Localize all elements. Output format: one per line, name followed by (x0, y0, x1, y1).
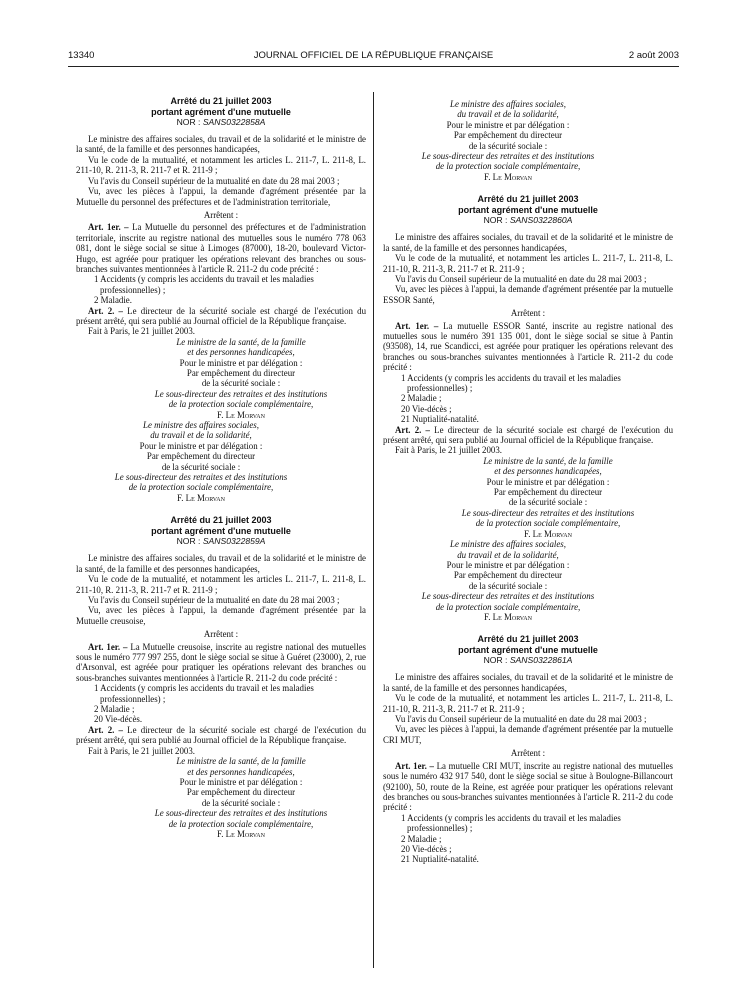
signature-block-sociales: Le ministre des affaires sociales, du travail et de la solidarité, Pour le ministre et par délégation : Par empêchement du directeur de la sécurité sociale : Le sous-directeur des retraites et des institutions de la protection sociale complémentaire, F. Le Morvan (421, 539, 595, 622)
visa: Vu l'avis du Conseil supérieur de la mutualité en date du 28 mai 2003 ; (88, 175, 340, 186)
arrete-subtitle: portant agrément d'une mutuelle (151, 106, 291, 117)
visa: Vu le code de la mutualité, et notamment les articles L. 211-7, L. 211-8, L. 211-10, R. 211-3, R. 211-7 et R. 211-9 ; (76, 574, 366, 595)
header-rule (68, 66, 679, 67)
preamble: Le ministre des affaires sociales, du travail et de la solidarité et le ministre de la santé, de la famille et des personnes handicapées, (383, 672, 673, 693)
arrete-title: Arrêté du 21 juillet 2003 (477, 194, 579, 205)
visa: Vu, avec les pièces à l'appui, la demande d'agrément présentée par la Mutuelle du personnel des préfectures et de l'administration territoriale, (76, 186, 366, 207)
arretent-label: Arrêtent : (203, 629, 239, 640)
article-1: Art. 1er. – La mutuelle ESSOR Santé, inscrite au registre national des mutuelles sous le numéro 391 135 001, dont le siège social se situe à Pantin (93508), 14, rue Scandicci, est agréée pour pratiquer les opérations relevant des branches ou sous-branches suivantes mentionnées à l'article R. 211-2 du code précité : (383, 320, 673, 373)
branch-item: 1 Accidents (y compris les accidents du travail et les maladies professionnelles) ; (401, 372, 621, 394)
preamble: Le ministre des affaires sociales, du travail et de la solidarité et le ministre de la santé, de la famille et des personnes handicapées, (76, 553, 366, 574)
branch-item: 2 Maladie. (94, 295, 132, 306)
branch-item: 21 Nuptialité-natalité. (401, 414, 479, 425)
branch-item: 2 Maladie ; (401, 833, 442, 844)
arrete-title: Arrêté du 21 juillet 2003 (170, 96, 272, 106)
page-number: 13340 (68, 50, 95, 61)
branch-item: 20 Vie-décès. (94, 714, 143, 725)
signature-block-sante: Le ministre de la santé, de la famille et des personnes handicapées, Pour le ministre et par délégation : Par empêchement du directeur de la sécurité sociale : Le sous-directeur des retraites et des institutions de la protection sociale complémentaire, F. Le Morvan (154, 756, 328, 839)
arrete-subtitle: portant agrément d'une mutuelle (151, 525, 291, 536)
article-1: Art. 1er. – La Mutuelle creusoise, inscrite au registre national des mutuelles sous le numéro 777 997 255, dont le siège social se situe à Guéret (23000), 2, rue d'Arsonval, est agréée pour pratiquer les opérations relevant des branches ou sous-branches suivantes mentionnées à l'article R. 211-2 du code précité : (76, 641, 366, 683)
preamble: Le ministre des affaires sociales, du travail et de la solidarité et le ministre de la santé, de la famille et des personnes handicapées, (76, 134, 366, 155)
fait-a-paris: Fait à Paris, le 21 juillet 2003. (88, 745, 195, 756)
nor-reference: NOR : SANS0322860A (483, 215, 573, 226)
branch-item: 1 Accidents (y compris les accidents du travail et les maladies professionnelles) ; (94, 683, 314, 704)
branch-item: 20 Vie-décès ; (401, 403, 452, 414)
branch-item: 1 Accidents (y compris les accidents du travail et les maladies professionnelles) ; (401, 812, 621, 834)
article-2: Art. 2. – Le directeur de la sécurité sociale est chargé de l'exécution du présent arrêté, qui sera publié au Journal officiel de la République française. (76, 305, 367, 326)
branch-item: 20 Vie-décès ; (401, 843, 452, 854)
nor-reference: NOR : SANS0322859A (176, 536, 266, 547)
fait-a-paris: Fait à Paris, le 21 juillet 2003. (395, 445, 502, 456)
article-1: Art. 1er. – La Mutuelle du personnel des préfectures et de l'administration territoriale, inscrite au registre national des mutuelles sous le numéro 778 063 081, dont le siège social se situe à Limoges (87000), 18-20, boulevard Victor-Hugo, est agréée pour pratiquer les opérations relevant des branches ou sous-branches suivantes mentionnées à l'article R. 211-2 du code précité : (76, 222, 366, 274)
arrete-subtitle: portant agrément d'une mutuelle (458, 204, 598, 215)
preamble: Le ministre des affaires sociales, du travail et de la solidarité et le ministre de la santé, de la famille et des personnes handicapées, (383, 232, 673, 253)
article-1: Art. 1er. – La mutuelle CRI MUT, inscrite au registre national des mutuelles sous le numéro 432 917 540, dont le siège social se situe à Boulogne-Billancourt (92100), 50, route de la Reine, est agréée pour pratiquer les opérations relevant des branches ou sous-branches suivantes mentionnées à l'article R. 211-2 du code précité : (383, 760, 674, 813)
arrete-title: Arrêté du 21 juillet 2003 (170, 515, 272, 526)
left-column (76, 96, 366, 839)
visa: Vu l'avis du Conseil supérieur de la mutualité en date du 28 mai 2003 ; (395, 714, 647, 725)
right-column (383, 99, 673, 865)
article-2: Art. 2. – Le directeur de la sécurité sociale est chargé de l'exécution du présent arrêté, qui sera publié au Journal officiel de la République française. (383, 424, 674, 446)
visa: Vu l'avis du Conseil supérieur de la mutualité en date du 28 mai 2003 ; (88, 595, 340, 605)
arrete-subtitle: portant agrément d'une mutuelle (458, 644, 598, 655)
visa: Vu, avec les pièces à l'appui, la demande d'agrément présentée par la Mutuelle creusoise, (76, 605, 366, 626)
visa: Vu le code de la mutualité, et notamment les articles L. 211-7, L. 211-8, L. 211-10, R. 211-3, R. 211-7 et R. 211-9 ; (383, 693, 673, 714)
visa: Vu le code de la mutualité, et notamment les articles L. 211-7, L. 211-8, L. 211-10, R. 211-3, R. 211-7 et R. 211-9 ; (383, 253, 673, 274)
page-header (68, 50, 679, 64)
arrete-title: Arrêté du 21 juillet 2003 (477, 634, 579, 645)
signature-block-sociales: Le ministre des affaires sociales, du travail et de la solidarité, Pour le ministre et par délégation : Par empêchement du directeur de la sécurité sociale : Le sous-directeur des retraites et des institutions de la protection sociale complémentaire, F. Le Morvan (114, 420, 288, 503)
arretent-label: Arrêtent : (510, 308, 546, 319)
fait-a-paris: Fait à Paris, le 21 juillet 2003. (88, 326, 195, 337)
visa: Vu l'avis du Conseil supérieur de la mutualité en date du 28 mai 2003 ; (395, 273, 647, 284)
branch-item: 1 Accidents (y compris les accidents du travail et les maladies professionnelles) ; (94, 274, 314, 295)
visa: Vu le code de la mutualité, et notamment les articles L. 211-7, L. 211-8, L. 211-10, R. 211-3, R. 211-7 et R. 211-9 ; (76, 154, 366, 176)
publication-date: 2 août 2003 (628, 50, 679, 61)
visa: Vu, avec les pièces à l'appui, la demande d'agrément présentée par la mutuelle CRI MUT, (383, 724, 673, 745)
arretent-label: Arrêtent : (510, 748, 546, 759)
signature-block-sante: Le ministre de la santé, de la famille et des personnes handicapées, Pour le ministre et par délégation : Par empêchement du directeur de la sécurité sociale : Le sous-directeur des retraites et des institutions de la protection sociale complémentaire, F. Le Morvan (154, 336, 328, 420)
branch-item: 21 Nuptialité-natalité. (401, 854, 479, 865)
visa: Vu, avec les pièces à l'appui, la demande d'agrément présentée par la mutuelle ESSOR Santé, (383, 284, 673, 305)
signature-block-sante: Le ministre de la santé, de la famille et des personnes handicapées, Pour le ministre et par délégation : Par empêchement du directeur de la sécurité sociale : Le sous-directeur des retraites et des institutions de la protection sociale complémentaire, F. Le Morvan (461, 455, 635, 539)
journal-title: JOURNAL OFFICIEL DE LA RÉPUBLIQUE FRANÇAISE (253, 50, 494, 61)
branch-item: 2 Maladie ; (94, 704, 135, 715)
signature-block-sociales: Le ministre des affaires sociales, du travail et de la solidarité, Pour le ministre et par délégation : Par empêchement du directeur de la sécurité sociale : Le sous-directeur des retraites et des institutions de la protection sociale complémentaire, F. Le Morvan (421, 99, 595, 182)
branch-item: 2 Maladie ; (401, 393, 442, 404)
article-2: Art. 2. – Le directeur de la sécurité sociale est chargé de l'exécution du présent arrêté, qui sera publié au Journal officiel de la République française. (76, 724, 367, 746)
arretent-label: Arrêtent : (203, 209, 239, 220)
nor-reference: NOR : SANS0322858A (176, 117, 266, 128)
nor-reference: NOR : SANS0322861A (483, 655, 573, 666)
column-divider (373, 92, 374, 968)
